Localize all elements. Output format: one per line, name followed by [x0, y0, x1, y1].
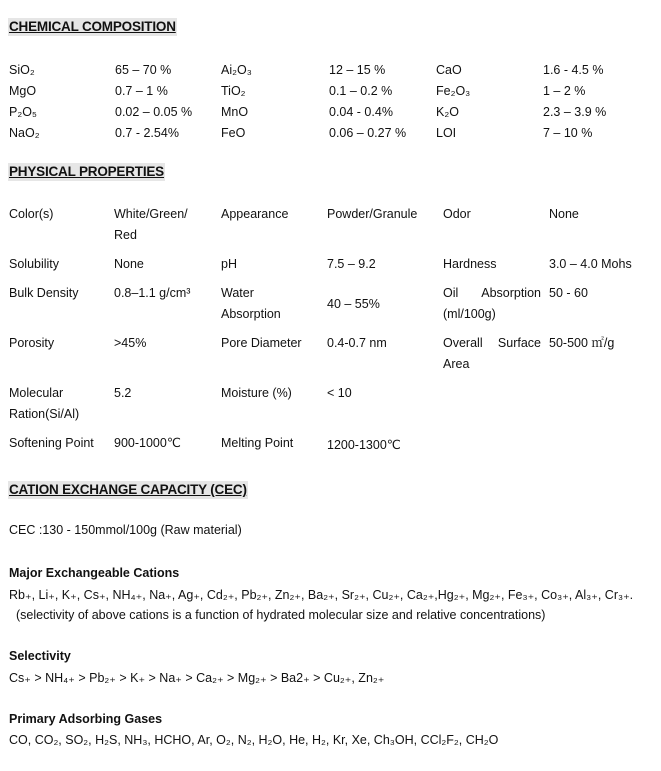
softening-point-label: Softening Point [9, 436, 94, 450]
table-row [9, 333, 649, 383]
table-row [9, 81, 649, 102]
melting-point-value: 1200-1300℃ [327, 438, 401, 452]
appearance-value: Powder/Granule [327, 207, 418, 221]
selectivity-list: Cs₊ > NH₄₊ > Pb₂₊ > K₊ > Na₊ > Ca₂₊ > Mg₂₊ > Ba2₊ > Cu₂₊, Zn₂₊ [9, 671, 385, 685]
table-row [9, 283, 649, 333]
percentage-cell: 7 – 10 % [543, 126, 593, 140]
compound-cell: K₂O [436, 105, 459, 119]
color-label: Color(s) [9, 207, 54, 221]
molecular-ratio-value: 5.2 [114, 386, 132, 400]
table-row [9, 383, 649, 433]
appearance-label: Appearance [221, 207, 289, 221]
pore-diameter-label: Pore Diameter [221, 336, 302, 350]
surface-area-label: Overall Surface Area [443, 336, 541, 371]
cec-heading: CATION EXCHANGE CAPACITY (CEC) [9, 482, 247, 497]
compound-cell: TiO₂ [221, 84, 246, 98]
ph-value: 7.5 – 9.2 [327, 257, 376, 271]
compound-cell: MnO [221, 105, 249, 119]
bulk-density-label: Bulk Density [9, 286, 79, 300]
odor-label: Odor [443, 207, 471, 221]
table-row [9, 60, 649, 81]
percentage-cell: 0.7 – 1 % [115, 84, 168, 98]
percentage-cell: 1.6 - 4.5 % [543, 63, 604, 77]
cec-value-line: CEC :130 - 150mmol/100g (Raw material) [9, 523, 242, 537]
solubility-label: Solubility [9, 257, 60, 271]
percentage-cell: 12 – 15 % [329, 63, 386, 77]
adsorbing-gases-list: CO, CO₂, SO₂, H₂S, NH₃, HCHO, Ar, O₂, N₂, H₂O, He, H₂, Kr, Xe, Ch₃OH, CCl₂F₂, CH₂O [9, 733, 499, 747]
percentage-cell: 2.3 – 3.9 % [543, 105, 607, 119]
compound-cell: SiO₂ [9, 63, 35, 77]
compound-cell: FeO [221, 126, 246, 140]
moisture-value: < 10 [327, 386, 352, 400]
major-cations-list: Rb₊, Li₊, K₊, Cs₊, NH₄₊, Na₊, Ag₊, Cd₂₊, Pb₂₊, Zn₂₊, Ba₂₊, Sr₂₊, Cu₂₊, Ca₂₊,Hg₂₊, Mg₂₊, Fe₃₊, Co₃₊, Al₃₊, Cr₃₊. [9, 588, 634, 602]
percentage-cell: 65 – 70 % [115, 63, 172, 77]
physical-properties-table [9, 204, 649, 464]
hardness-value: 3.0 – 4.0 Mohs [549, 257, 632, 271]
softening-point-value: 900-1000℃ [114, 436, 181, 450]
physical-properties-heading: PHYSICAL PROPERTIES [9, 164, 164, 179]
compound-cell: P₂O₅ [9, 105, 37, 119]
compound-cell: NaO₂ [9, 126, 40, 140]
compound-cell: MgO [9, 84, 37, 98]
ph-label: pH [221, 257, 237, 271]
hardness-label: Hardness [443, 257, 497, 271]
porosity-value: >45% [114, 336, 147, 350]
solubility-value: None [114, 257, 144, 271]
compound-cell: LOI [436, 126, 457, 140]
percentage-cell: 0.04 - 0.4% [329, 105, 393, 119]
percentage-cell: 0.06 – 0.27 % [329, 126, 407, 140]
chemical-composition-table [9, 60, 649, 144]
percentage-cell: 0.1 – 0.2 % [329, 84, 393, 98]
adsorbing-gases-heading: Primary Adsorbing Gases [9, 712, 163, 726]
water-absorption-label: Water Absorption [221, 286, 281, 321]
major-cations-heading: Major Exchangeable Cations [9, 566, 180, 580]
percentage-cell: 0.02 – 0.05 % [115, 105, 193, 119]
oil-absorption-label: Oil Absorption (ml/100g) [443, 286, 541, 321]
table-row [9, 123, 649, 144]
compound-cell: Ai₂O₃ [221, 63, 252, 77]
compound-cell: Fe₂O₃ [436, 84, 471, 98]
melting-point-label: Melting Point [221, 436, 294, 450]
table-row [9, 433, 649, 464]
major-cations-note: (selectivity of above cations is a function of hydrated molecular size and relative concentrations) [16, 608, 546, 622]
porosity-label: Porosity [9, 336, 55, 350]
water-absorption-value: 40 – 55% [327, 296, 380, 311]
moisture-label: Moisture (%) [221, 386, 292, 400]
molecular-ratio-label: Molecular Ration(Si/Al) [9, 386, 80, 421]
compound-cell: CaO [436, 63, 462, 77]
chemical-composition-heading: CHEMICAL COMPOSITION [9, 19, 176, 34]
table-row [9, 204, 649, 254]
percentage-cell: 0.7 - 2.54% [115, 126, 179, 140]
surface-area-value: 50-500 ㎡/g [549, 336, 615, 350]
table-row [9, 254, 649, 283]
percentage-cell: 1 – 2 % [543, 84, 586, 98]
color-value: White/Green/ Red [114, 207, 188, 242]
pore-diameter-value: 0.4-0.7 nm [327, 336, 387, 350]
selectivity-heading: Selectivity [9, 649, 71, 663]
table-row [9, 102, 649, 123]
bulk-density-value: 0.8–1.1 g/cm³ [114, 286, 191, 300]
odor-value: None [549, 207, 579, 221]
oil-absorption-value: 50 - 60 [549, 286, 588, 300]
